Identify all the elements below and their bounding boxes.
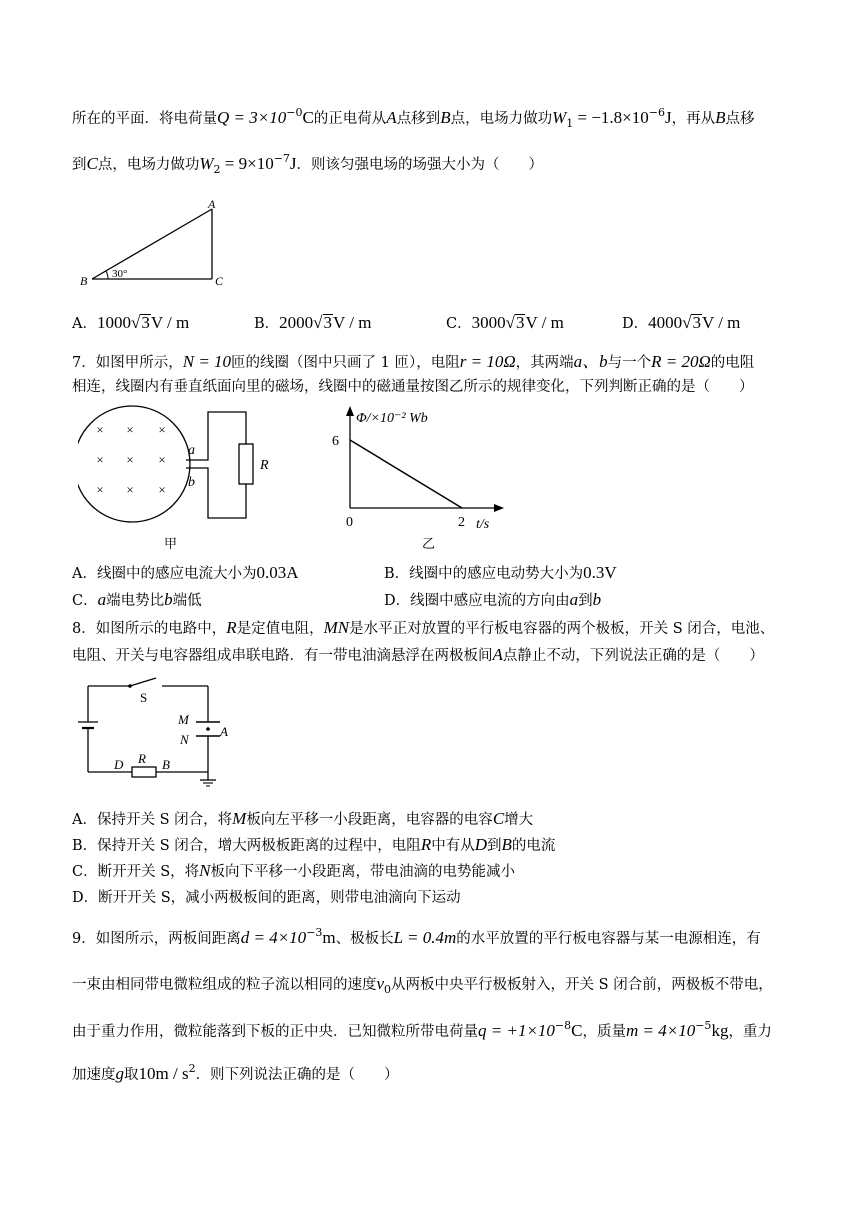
svg-text:×: × <box>96 452 104 467</box>
q7-option-d[interactable]: D．线圈中感应电流的方向由a到b <box>384 590 602 609</box>
q9-line-4: 加速度g取$10m / s^2$．则下列说法正确的是（ ） <box>72 1062 399 1083</box>
q6-option-d[interactable]: D．4000√3V / m <box>622 313 741 332</box>
q8-label-B: B <box>162 757 170 772</box>
q6-triangle-figure <box>78 195 238 290</box>
q7-option-a[interactable]: A．线圈中的感应电流大小为0.03A <box>72 563 299 582</box>
q7-yi-ytick: 6 <box>332 434 339 449</box>
svg-text:×: × <box>158 422 166 437</box>
svg-text:×: × <box>96 482 104 497</box>
svg-text:×: × <box>126 422 134 437</box>
q7-line-1: 7．如图甲所示，N = 10匝的线圈（图中只画了 1 匝），电阻r = 10Ω，其两端a、b与一个R = 20Ω的电阻 <box>72 352 755 371</box>
q9-line-3: 由于重力作用，微粒能落到下板的正中央．已知微粒所带电荷量$q = +1\times 10^{-8}C$，质量$m = 4\times 10^{-5}kg$，重力 <box>72 1019 772 1040</box>
q8-option-d[interactable]: D．断开开关 S，减小两极板间的距离，则带电油滴向下运动 <box>72 890 461 906</box>
q7-option-c[interactable]: C．a端电势比b端低 <box>72 590 202 609</box>
q8-line-2: 电阻、开关与电容器组成串联电路．有一带电油滴悬浮在两极板间A点静止不动，下列说法正确的是（ ） <box>72 645 764 664</box>
q8-label-N: N <box>180 732 189 747</box>
q7-yi-xtick: 2 <box>458 515 465 530</box>
q7-yi-ylabel: Φ/×10⁻² Wb <box>356 411 428 426</box>
q8-option-c[interactable]: C．断开开关 S，将N板向下平移一小段距离，带电油滴的电势能减小 <box>72 861 515 880</box>
q6-label-C: C <box>215 274 224 288</box>
q6-option-b[interactable]: B．2000√3V / m <box>254 313 372 332</box>
q7-option-b[interactable]: B．线圈中的感应电动势大小为0.3V <box>384 563 617 582</box>
q8-option-b[interactable]: B．保持开关 S 闭合，增大两极板距离的过程中，电阻R中有从D到B的电流 <box>72 835 556 854</box>
q7-caption-yi: 乙 <box>422 536 436 551</box>
svg-text:×: × <box>158 482 166 497</box>
q7-label-R: R <box>260 458 269 473</box>
q6-label-A: A <box>208 197 216 211</box>
q7-figure-jia <box>78 404 278 554</box>
q8-label-S: S <box>140 690 148 705</box>
q7-label-b: b <box>188 475 195 490</box>
q8-line-1: 8．如图所示的电路中，R是定值电阻，MN是水平正对放置的平行板电容器的两个极板，开关 S 闭合，电池、 <box>72 618 775 637</box>
svg-text:×: × <box>158 452 166 467</box>
q9-line-1: 9．如图所示，两板间距离$d = 4\times 10^{-3}m$、极板长L = 0.4m的水平放置的平行板电容器与某一电源相连，有 <box>72 926 761 947</box>
q6-label-B: B <box>80 274 88 288</box>
q8-label-A: A <box>220 724 228 739</box>
q8-option-a[interactable]: A．保持开关 S 闭合，将M板向左平移一小段距离，电容器的电容C增大 <box>72 809 534 828</box>
q8-label-D: D <box>114 757 124 772</box>
q7-label-a: a <box>188 443 195 458</box>
q6-option-a[interactable]: A．1000√3V / m <box>72 313 190 332</box>
q6-line-2: 到C点，电场力做功$W_2 = 9\times 10^{-7}J$．则该匀强电场的场强大小为（ ） <box>72 152 544 176</box>
q6-line-1: 所在的平面．将电荷量$Q = 3\times 10^{-0}C$的正电荷从A点移到B点，电场力做功$W_1 = -1.8\times 10^{-6}J$，再从B点移 <box>72 106 755 130</box>
svg-text:×: × <box>126 452 134 467</box>
q7-caption-jia: 甲 <box>164 536 178 551</box>
q8-circuit-figure <box>76 672 246 790</box>
q7-yi-xlabel: t/s <box>476 517 490 532</box>
q7-figure-yi <box>326 404 516 554</box>
q7-line-2: 相连，线圈内有垂直纸面向里的磁场，线圈中的磁通量按图乙所示的规律变化，下列判断正确的是（ ） <box>72 379 754 395</box>
q6-option-c[interactable]: C．3000√3V / m <box>446 313 564 332</box>
q6-angle-label: 30° <box>112 268 128 280</box>
q7-yi-origin: 0 <box>346 515 353 530</box>
svg-text:×: × <box>96 422 104 437</box>
q8-label-R: R <box>138 751 146 766</box>
q9-line-2: 一束由相同带电微粒组成的粒子流以相同的速度$v_0$从两板中央平行极板射入，开关 S 闭合前，两极板不带电， <box>72 974 773 996</box>
q8-label-M: M <box>178 712 189 727</box>
svg-text:×: × <box>126 482 134 497</box>
